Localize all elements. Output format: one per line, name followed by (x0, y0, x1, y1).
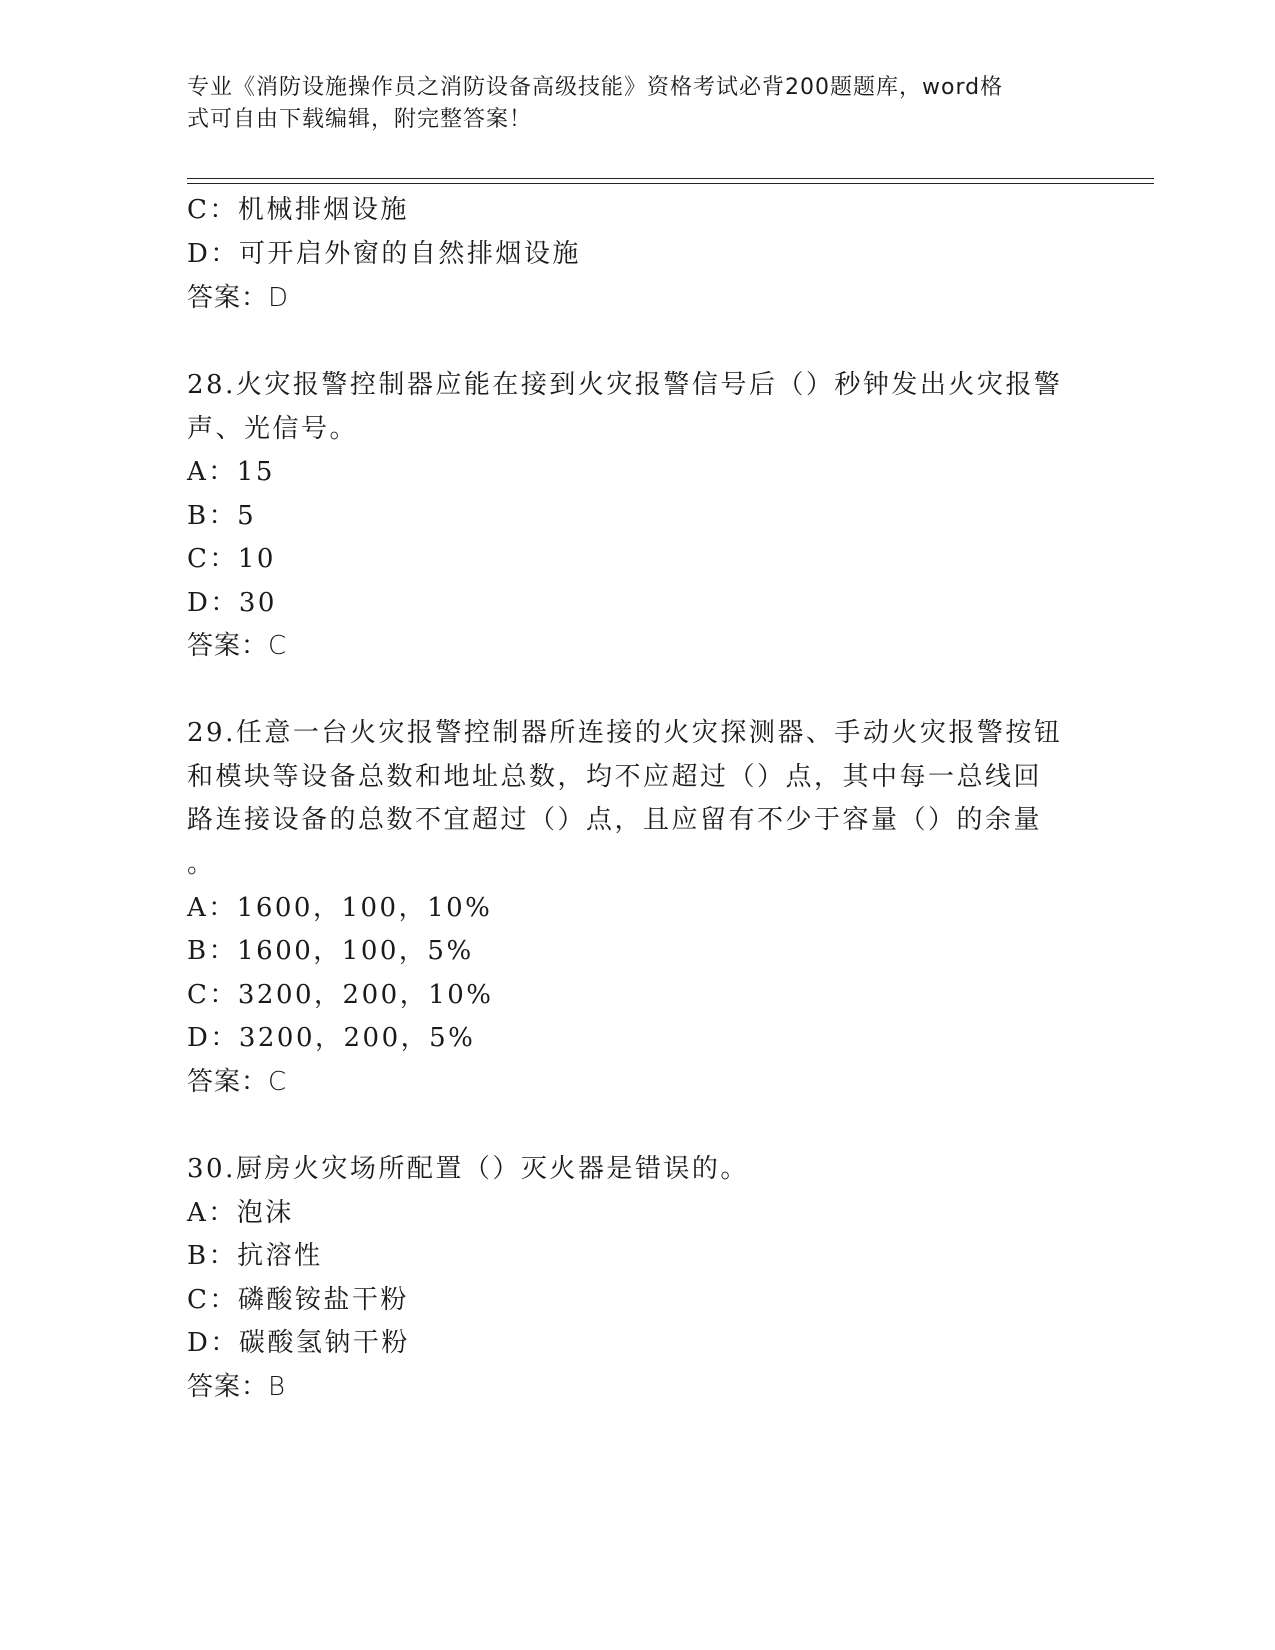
q27-option-d: D：可开启外窗的自然排烟设施 (187, 239, 581, 269)
header-line-2: 式可自由下载编辑，附完整答案！ (187, 107, 533, 132)
header-divider-bottom (187, 183, 1154, 184)
q29-option-a: A：1600，100，10% (187, 893, 493, 923)
q30-option-d: D：碳酸氢钠干粉 (187, 1328, 410, 1358)
q28-option-b: B：5 (187, 501, 257, 531)
q28-answer: 答案：C (187, 631, 288, 661)
q28-option-c: C：10 (187, 544, 276, 574)
q29-question-line-3: 路连接设备的总数不宜超过（）点，且应留有不少于容量（）的余量 (187, 805, 1043, 835)
q29-option-c: C：3200，200，10% (187, 980, 494, 1010)
q30-question-line-1: 30.厨房火灾场所配置（）灭火器是错误的。 (187, 1154, 749, 1184)
q29-option-d: D：3200，200，5% (187, 1023, 476, 1053)
q30-option-a: A：泡沫 (187, 1198, 294, 1228)
document-header (187, 72, 1067, 136)
q29-question-line-1: 29.任意一台火灾报警控制器所连接的火灾探测器、手动火灾报警按钮 (187, 718, 1063, 748)
header-line-1: 专业《消防设施操作员之消防设备高级技能》资格考试必背200题题库，word格 (187, 75, 1004, 100)
header-divider-top (187, 178, 1154, 179)
q30-option-b: B：抗溶性 (187, 1241, 323, 1271)
q30-answer: 答案：B (187, 1372, 287, 1402)
q28-option-d: D：30 (187, 588, 277, 618)
q29-answer: 答案：C (187, 1067, 288, 1097)
q28-question-line-1: 28.火灾报警控制器应能在接到火灾报警信号后（）秒钟发出火灾报警 (187, 370, 1063, 400)
q27-option-c: C：机械排烟设施 (187, 195, 409, 225)
q29-question-line-4: 。 (187, 849, 216, 879)
q27-answer: 答案：D (187, 283, 290, 313)
q29-question-line-2: 和模块等设备总数和地址总数，均不应超过（）点，其中每一总线回 (187, 762, 1043, 792)
q28-option-a: A：15 (187, 457, 275, 487)
q29-option-b: B：1600，100，5% (187, 936, 474, 966)
q30-option-c: C：磷酸铵盐干粉 (187, 1285, 409, 1315)
q28-question-line-2: 声、光信号。 (187, 414, 359, 444)
